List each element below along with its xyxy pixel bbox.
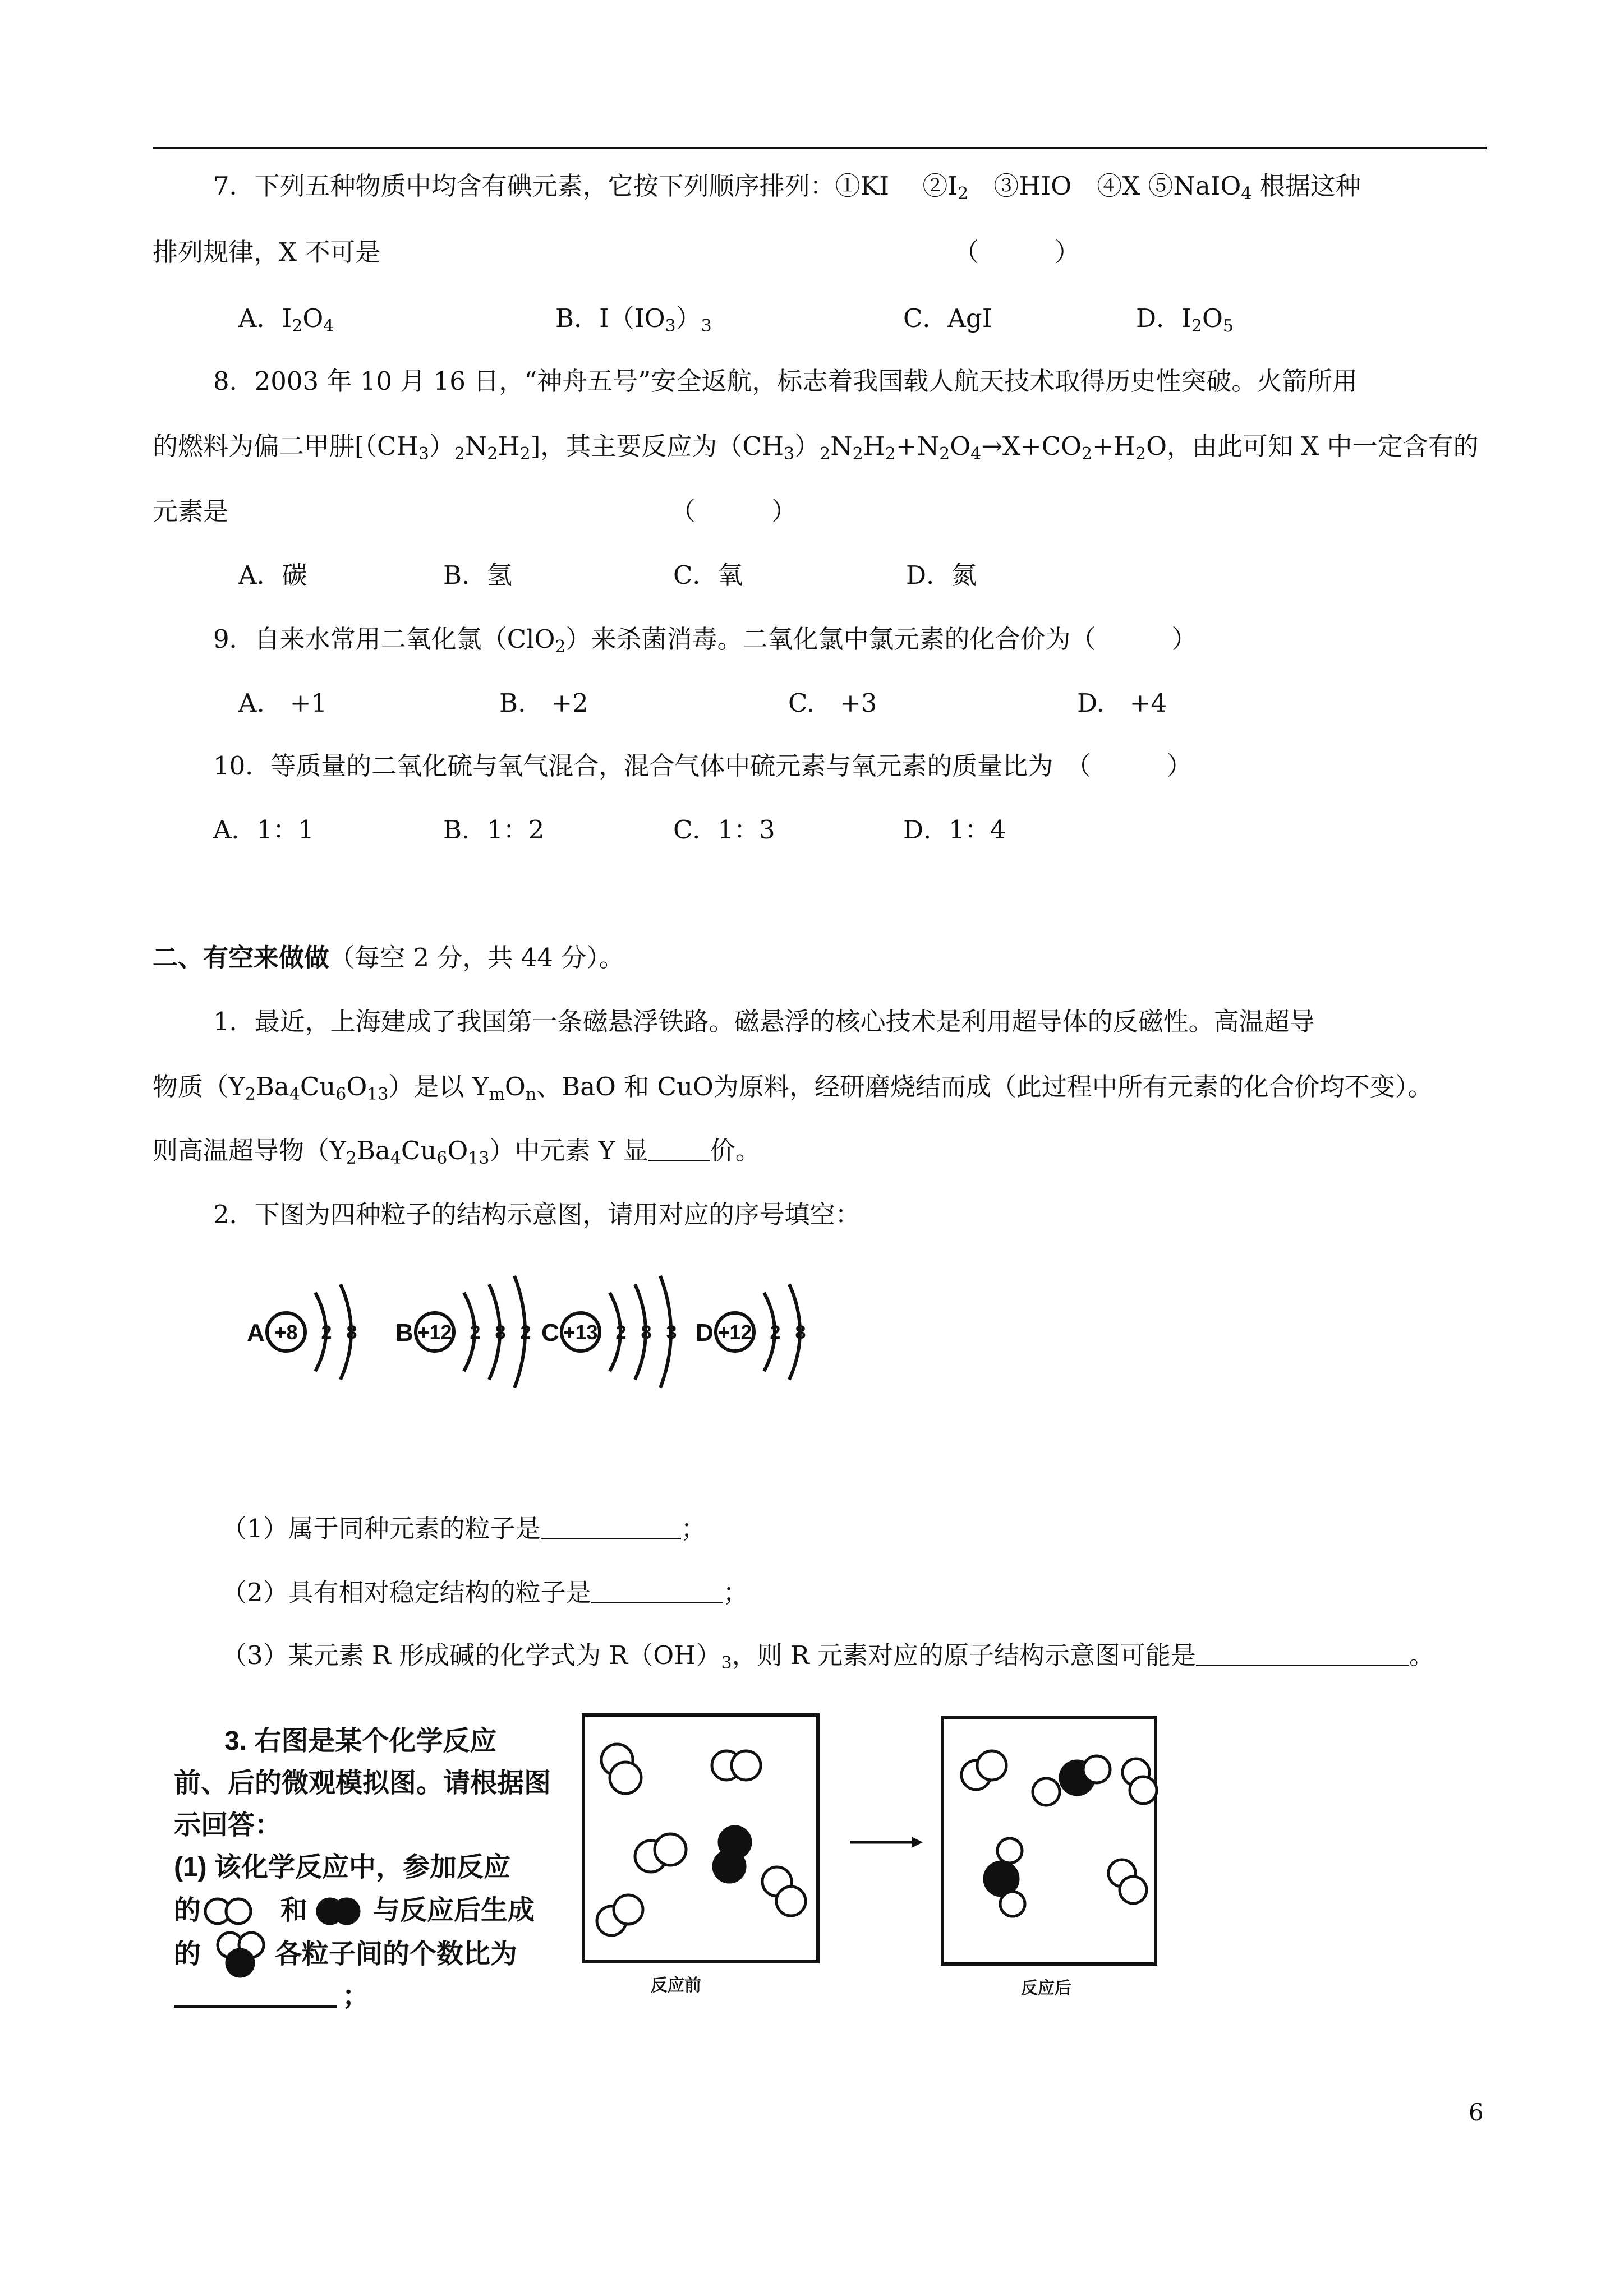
shell-electron-count: 2 [615, 1322, 627, 1343]
section2-heading: 二、有空来做做（每空 2 分，共 44 分）。 [153, 943, 624, 972]
atom-structure-diagram [241, 1270, 847, 1388]
q10-line1: 10．等质量的二氧化硫与氧气混合，混合气体中硫元素与氧元素的质量比为 （ ） [213, 751, 1192, 781]
s2q2-line1: 2．下图为四种粒子的结构示意图，请用对应的序号填空： [213, 1200, 861, 1229]
s2q1-line3: 则高温超导物$(Y_2Ba_4Cu_6O_{13})$中元素 Y 显 价。 [153, 1136, 761, 1168]
shell-electron-count: 8 [495, 1322, 506, 1343]
shell-electron-count: 2 [470, 1322, 481, 1343]
shell-electron-count: 8 [795, 1322, 806, 1343]
after-label: 反应后 [1021, 1979, 1071, 1998]
shell-electron-count: 2 [321, 1322, 332, 1343]
particle-label-b: B [395, 1319, 413, 1347]
shell-electron-count: 3 [666, 1322, 677, 1343]
q3-text-line5b: 和 [280, 1896, 308, 1925]
q7-line2: 排列规律，X 不可是 [153, 237, 381, 267]
q8-line1: 8．2003 年 10 月 16 日，“神舟五号”安全返航，标志着我国载人航天技术取得历史性突破。火箭所用 [213, 366, 1358, 396]
q7-answer-paren: （ ） [954, 237, 1080, 267]
shell-electron-count: 8 [641, 1322, 652, 1343]
header-rule [153, 147, 1487, 149]
s2q2-sub2-blank[interactable] [591, 1579, 723, 1603]
before-label: 反应前 [651, 1976, 701, 1995]
q3-text-line4: (1) 该化学反应中，参加反应 [174, 1852, 511, 1882]
q3-text-line3: 示回答： [174, 1810, 282, 1840]
q8-line2: 的燃料为偏二甲肼$[(CH_3)_2N_2H_2]$，其主要反应为$(CH_3)_2N_2H_2+N_2O_4\to X+CO_2+H_2O$，由此可知 X 中一定含有的 [153, 431, 1479, 464]
s2q1-answer-blank[interactable] [648, 1137, 710, 1161]
inline-white-atom [226, 1899, 251, 1924]
q3-text-line6a: 的 [174, 1939, 201, 1969]
s2q1-line2: 物质$(Y_2Ba_4Cu_6O_{13})$是以 $Y_mO_n$、BaO 和 CuO为原料，经研磨烧结而成（此过程中所有元素的化合价均不变）。 [153, 1072, 1433, 1104]
q3-text-line5c: 与反应后生成 [373, 1896, 535, 1925]
q3-text-line6b: 各粒子间的个数比为 [275, 1939, 518, 1969]
nucleus-charge: +12 [717, 1321, 752, 1344]
s2q2-sub3: （3）某元素 R 形成碱的化学式为 $R(OH)_3$，则 R 元素对应的原子结构示意图可能是 。 [222, 1640, 1435, 1673]
s2q2-sub2: （2）具有相对稳定结构的粒子是 ； [222, 1578, 748, 1607]
q7-line1: 7．下列五种物质中均含有碘元素，它按下列顺序排列：①KI $②I_2$ ③HIO ④X ⑤NaIO$_4$ 根据这种 [213, 171, 1361, 204]
before-molecules [597, 1744, 806, 1935]
s2q1-line1: 1．最近，上海建成了我国第一条磁悬浮铁路。磁悬浮的核心技术是利用超导体的反磁性。高温超导 [213, 1007, 1315, 1036]
q8-answer-paren: （ ） [670, 496, 797, 526]
particle-label-c: C [541, 1319, 559, 1347]
q3-text-line5a: 的 [174, 1896, 201, 1925]
page-number: 6 [1469, 2099, 1484, 2126]
particle-label-a: A [247, 1319, 265, 1347]
q3-text-line7: ； [342, 1981, 370, 2011]
particle-label-d: D [696, 1319, 714, 1347]
reaction-question-clip [168, 1711, 1178, 2036]
nucleus-charge: +8 [274, 1321, 298, 1344]
inline-black-atom [334, 1899, 359, 1924]
s2q2-sub1: （1）属于同种元素的粒子是 ； [222, 1514, 706, 1543]
s2q2-sub1-blank[interactable] [541, 1515, 681, 1539]
q8-line3: 元素是 [153, 496, 229, 526]
q3-text-line2: 前、后的微观模拟图。请根据图 [174, 1768, 551, 1798]
q9-line1: 9．自来水常用二氧化氯（ClO$_2$）来杀菌消毒。二氧化氯中氯元素的化合价为（ ） [213, 624, 1197, 657]
shell-electron-count: 2 [770, 1322, 781, 1343]
shell-electron-count: 2 [520, 1322, 531, 1343]
shell-electron-count: 8 [346, 1322, 357, 1343]
after-molecules [961, 1751, 1157, 1916]
nucleus-charge: +13 [563, 1321, 598, 1344]
inline-black-atom [227, 1949, 254, 1976]
nucleus-charge: +12 [417, 1321, 452, 1344]
s2q2-sub3-blank[interactable] [1196, 1642, 1409, 1666]
after-box [942, 1717, 1156, 1964]
q3-text-line1: 3. 右图是某个化学反应 [224, 1726, 497, 1756]
